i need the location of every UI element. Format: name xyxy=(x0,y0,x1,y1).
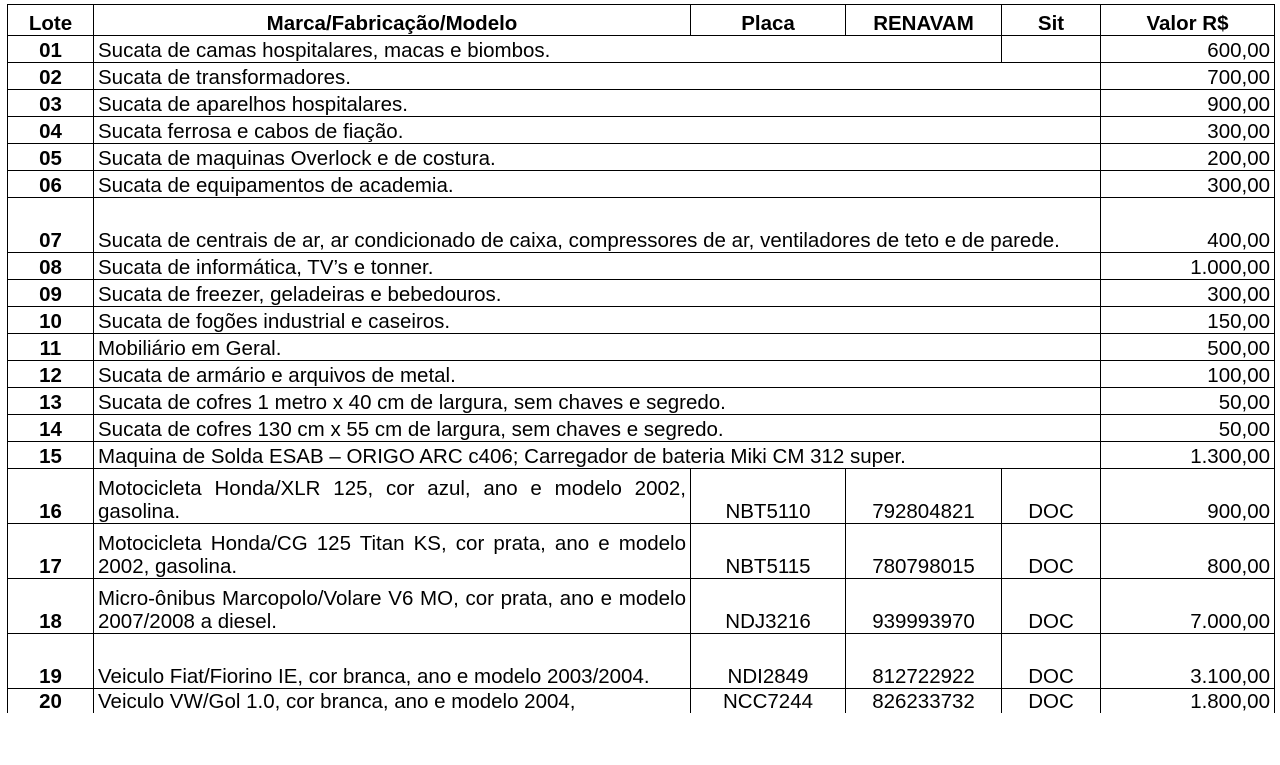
lote-value: 50,00 xyxy=(1101,415,1275,442)
header-lote: Lote xyxy=(8,5,94,36)
lote-description: Sucata de cofres 130 cm x 55 cm de largura, sem chaves e segredo. xyxy=(94,415,1101,442)
lote-description: Maquina de Solda ESAB – ORIGO ARC c406; Carregador de bateria Miki CM 312 super. xyxy=(94,442,1101,469)
lote-number: 18 xyxy=(8,579,94,634)
table-row xyxy=(8,117,1275,144)
placa-cell: NDI2849 xyxy=(691,634,846,689)
lote-value: 1.800,00 xyxy=(1101,689,1275,714)
lote-number: 08 xyxy=(8,253,94,280)
sit-cell: DOC xyxy=(1002,579,1101,634)
lote-value: 150,00 xyxy=(1101,307,1275,334)
lote-number: 15 xyxy=(8,442,94,469)
lote-number: 13 xyxy=(8,388,94,415)
table-row xyxy=(8,442,1275,469)
placa-cell: NBT5110 xyxy=(691,469,846,524)
lote-number: 03 xyxy=(8,90,94,117)
table-row xyxy=(8,388,1275,415)
table-row xyxy=(8,144,1275,171)
lote-number: 09 xyxy=(8,280,94,307)
lote-description: Motocicleta Honda/XLR 125, cor azul, ano e modelo 2002, gasolina. xyxy=(94,469,691,524)
lote-value: 1.300,00 xyxy=(1101,442,1275,469)
table-row xyxy=(8,469,1275,524)
table-row xyxy=(8,36,1275,63)
lote-value: 900,00 xyxy=(1101,469,1275,524)
renavam-cell: 780798015 xyxy=(846,524,1002,579)
lote-number: 14 xyxy=(8,415,94,442)
lote-number: 19 xyxy=(8,634,94,689)
lote-description: Sucata de freezer, geladeiras e bebedouros. xyxy=(94,280,1101,307)
sit-cell: DOC xyxy=(1002,524,1101,579)
sit-cell: DOC xyxy=(1002,469,1101,524)
lote-description: Micro-ônibus Marcopolo/Volare V6 MO, cor prata, ano e modelo 2007/2008 a diesel. xyxy=(94,579,691,634)
header-sit: Sit xyxy=(1002,5,1101,36)
lote-description: Mobiliário em Geral. xyxy=(94,334,1101,361)
table-row xyxy=(8,198,1275,253)
lote-value: 900,00 xyxy=(1101,90,1275,117)
lote-description: Veiculo Fiat/Fiorino IE, cor branca, ano e modelo 2003/2004. xyxy=(94,634,691,689)
lote-value: 1.000,00 xyxy=(1101,253,1275,280)
lote-number: 10 xyxy=(8,307,94,334)
lote-description: Sucata ferrosa e cabos de fiação. xyxy=(94,117,1101,144)
lote-value: 800,00 xyxy=(1101,524,1275,579)
table-row xyxy=(8,689,1275,714)
table-row xyxy=(8,280,1275,307)
lote-value: 300,00 xyxy=(1101,171,1275,198)
lote-value: 7.000,00 xyxy=(1101,579,1275,634)
header-modelo: Marca/Fabricação/Modelo xyxy=(94,5,691,36)
table-row xyxy=(8,307,1275,334)
renavam-cell: 939993970 xyxy=(846,579,1002,634)
header-renavam: RENAVAM xyxy=(846,5,1002,36)
table-row xyxy=(8,171,1275,198)
table-row xyxy=(8,524,1275,579)
lote-number: 06 xyxy=(8,171,94,198)
lote-value: 300,00 xyxy=(1101,117,1275,144)
lote-number: 17 xyxy=(8,524,94,579)
lote-number: 07 xyxy=(8,198,94,253)
lote-description: Sucata de armário e arquivos de metal. xyxy=(94,361,1101,388)
lote-description: Veiculo VW/Gol 1.0, cor branca, ano e modelo 2004, xyxy=(94,689,691,714)
table-row xyxy=(8,90,1275,117)
lote-value: 300,00 xyxy=(1101,280,1275,307)
placa-cell: NCC7244 xyxy=(691,689,846,714)
lote-value: 3.100,00 xyxy=(1101,634,1275,689)
renavam-cell: 812722922 xyxy=(846,634,1002,689)
lote-value: 50,00 xyxy=(1101,388,1275,415)
lote-value: 500,00 xyxy=(1101,334,1275,361)
lote-number: 01 xyxy=(8,36,94,63)
lote-value: 700,00 xyxy=(1101,63,1275,90)
header-row xyxy=(8,5,1275,36)
lote-value: 200,00 xyxy=(1101,144,1275,171)
lote-number: 05 xyxy=(8,144,94,171)
lote-description: Sucata de cofres 1 metro x 40 cm de largura, sem chaves e segredo. xyxy=(94,388,1101,415)
header-placa: Placa xyxy=(691,5,846,36)
table-row xyxy=(8,334,1275,361)
lote-description: Sucata de maquinas Overlock e de costura. xyxy=(94,144,1101,171)
lote-description: Sucata de fogões industrial e caseiros. xyxy=(94,307,1101,334)
lote-value: 600,00 xyxy=(1101,36,1275,63)
lote-description: Sucata de camas hospitalares, macas e biombos. xyxy=(94,36,1002,63)
lote-description: Sucata de transformadores. xyxy=(94,63,1101,90)
table-row xyxy=(8,63,1275,90)
lote-number: 04 xyxy=(8,117,94,144)
lote-number: 11 xyxy=(8,334,94,361)
table-row xyxy=(8,415,1275,442)
placa-cell: NBT5115 xyxy=(691,524,846,579)
lote-number: 20 xyxy=(8,689,94,714)
lote-value: 100,00 xyxy=(1101,361,1275,388)
lote-number: 02 xyxy=(8,63,94,90)
renavam-cell: 826233732 xyxy=(846,689,1002,714)
table-row xyxy=(8,361,1275,388)
placa-cell: NDJ3216 xyxy=(691,579,846,634)
lote-value: 400,00 xyxy=(1101,198,1275,253)
lote-number: 12 xyxy=(8,361,94,388)
table-row xyxy=(8,579,1275,634)
header-valor: Valor R$ xyxy=(1101,5,1275,36)
renavam-cell: 792804821 xyxy=(846,469,1002,524)
lote-description: Sucata de informática, TV’s e tonner. xyxy=(94,253,1101,280)
lote-description: Sucata de centrais de ar, ar condicionado de caixa, compressores de ar, ventiladores de teto e de parede. xyxy=(94,198,1101,253)
sit-cell xyxy=(1002,36,1101,63)
lote-description: Sucata de aparelhos hospitalares. xyxy=(94,90,1101,117)
table-row xyxy=(8,253,1275,280)
lote-number: 16 xyxy=(8,469,94,524)
lots-table xyxy=(7,4,1275,713)
sit-cell: DOC xyxy=(1002,634,1101,689)
table-row xyxy=(8,634,1275,689)
sit-cell: DOC xyxy=(1002,689,1101,714)
lote-description: Motocicleta Honda/CG 125 Titan KS, cor prata, ano e modelo 2002, gasolina. xyxy=(94,524,691,579)
lote-description: Sucata de equipamentos de academia. xyxy=(94,171,1101,198)
